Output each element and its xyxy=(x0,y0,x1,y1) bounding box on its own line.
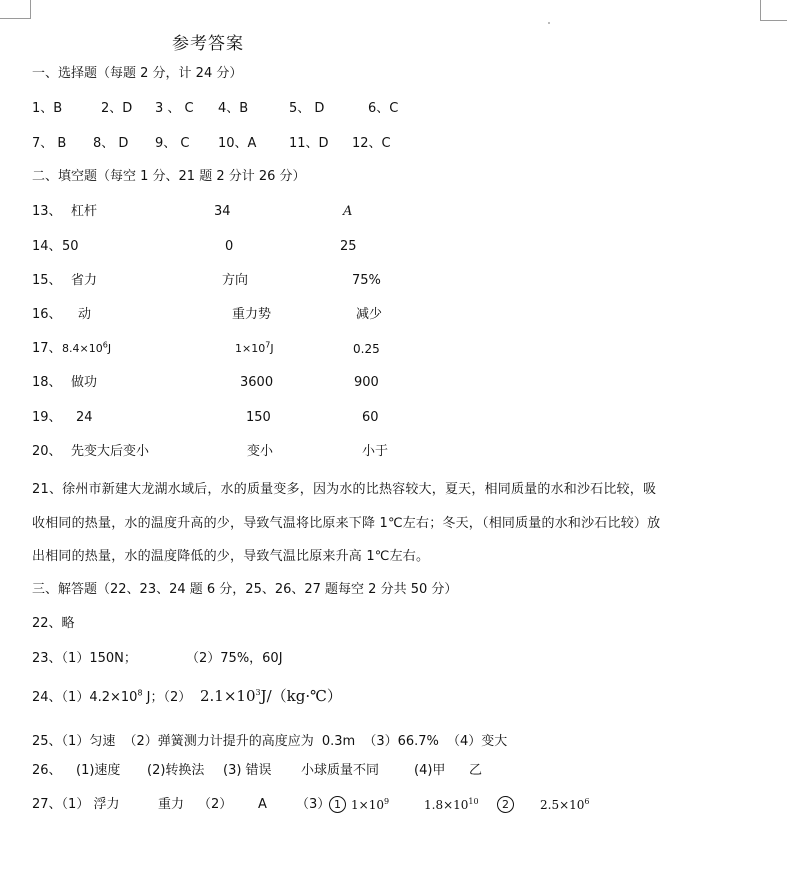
q18-answer-a: 做功 xyxy=(71,375,98,390)
answer-8: 8、 D xyxy=(93,136,129,151)
answer-10: 10、A xyxy=(218,136,257,151)
answer-11: 11、D xyxy=(289,136,329,151)
q21-line-1: 21、徐州市新建大龙湖水域后，水的质量变多，因为水的比热容较大，夏天，相同质量的水和沙石比较，吸 xyxy=(32,482,657,497)
answer-4: 4、B xyxy=(218,101,249,116)
section2-header: 二、填空题（每空 1 分、21 题 2 分计 26 分） xyxy=(32,169,306,184)
q14-answer-b: 0 xyxy=(225,239,234,254)
q17-answer-a: $8.4\times 10^6J$ xyxy=(62,340,112,355)
q24-part-2: $2.1\times 10^3J/(kg\cdot℃)$ xyxy=(200,687,342,705)
q27-part-4: A xyxy=(258,797,267,812)
q19-answer-a: 24 xyxy=(76,410,93,425)
q13-answer-a: 杠杆 xyxy=(71,204,98,219)
q13-answer-c: A xyxy=(343,204,353,219)
page-corner-mark-left xyxy=(0,0,31,19)
q17-answer-b: $1\times 10^7J$ xyxy=(235,340,274,355)
q19-answer-c: 60 xyxy=(362,410,379,425)
q16-answer-c: 减少 xyxy=(356,307,383,322)
answer-3: 3 、 C xyxy=(155,101,194,116)
answer-12: 12、C xyxy=(352,136,391,151)
q27-part-1: 27、（1） 浮力 xyxy=(32,797,120,812)
q20-answer-b: 变小 xyxy=(247,444,274,459)
q19-number: 19、 xyxy=(32,410,62,425)
q15-answer-c: 75% xyxy=(352,273,381,288)
q19-answer-b: 150 xyxy=(246,410,271,425)
q27-circled-two-icon: 2 xyxy=(497,795,514,815)
q27-circled-one-icon: 1 xyxy=(329,795,346,815)
q16-answer-b: 重力势 xyxy=(232,307,272,322)
q26-answer-e: (4)甲 xyxy=(414,763,446,778)
answer-7: 7、 B xyxy=(32,136,67,151)
q22-answer: 22、略 xyxy=(32,616,75,631)
answer-1: 1、B xyxy=(32,101,63,116)
q26-answer-c: (3) 错误 xyxy=(223,763,272,778)
q15-answer-a: 省力 xyxy=(71,273,98,288)
q24-part-1: 24、$(1)4.2\times 10^8$ J；（2） xyxy=(32,688,192,705)
q15-answer-b: 方向 xyxy=(222,273,249,288)
q17-answer-c: 0.25 xyxy=(353,342,380,356)
q26-answer-a: (1)速度 xyxy=(76,763,121,778)
q27-part-3: （2） xyxy=(198,797,233,812)
q20-answer-a: 先变大后变小 xyxy=(71,444,150,459)
q18-answer-c: 900 xyxy=(354,375,379,390)
document-title: 参考答案 xyxy=(172,34,244,54)
section3-header: 三、解答题（22、23、24 题 6 分，25、26、27 题每空 2 分共 50 分） xyxy=(32,582,458,597)
q18-number: 18、 xyxy=(32,375,62,390)
q27-value-3: $2.5\times 10^6$ xyxy=(540,797,590,812)
page-corner-mark-right xyxy=(760,0,787,21)
q27-part-5: （3） xyxy=(296,797,331,812)
q27-value-1: $1\times 10^9$ xyxy=(351,797,390,812)
q26-answer-d: 小球质量不同 xyxy=(301,763,380,778)
page-dot-mark xyxy=(548,22,550,24)
q26-answer-f: 乙 xyxy=(469,763,483,778)
answer-9: 9、 C xyxy=(155,136,190,151)
q14-number: 14、 xyxy=(32,239,62,254)
q15-number: 15、 xyxy=(32,273,62,288)
q21-line-2: 收相同的热量，水的温度升高的少，导致气温将比原来下降 1℃左右；冬天，（相同质量的水和沙石比较）放 xyxy=(32,516,661,531)
q13-answer-b: 34 xyxy=(214,204,231,219)
q18-answer-b: 3600 xyxy=(240,375,274,390)
section1-header: 一、选择题（每题 2 分，计 24 分） xyxy=(32,66,243,81)
q21-line-3: 出相同的热量，水的温度降低的少，导致气温比原来升高 1℃左右。 xyxy=(32,549,430,564)
q27-part-2: 重力 xyxy=(158,797,185,812)
q16-answer-a: 动 xyxy=(78,307,92,322)
q26-answer-b: (2)转换法 xyxy=(147,763,205,778)
q13-number: 13、 xyxy=(32,204,62,219)
q20-number: 20、 xyxy=(32,444,62,459)
q17-number: 17、 xyxy=(32,341,62,356)
q27-value-2: $1.8\times 10^{10}$ xyxy=(424,797,479,812)
answer-6: 6、C xyxy=(368,101,399,116)
answer-2: 2、D xyxy=(101,101,133,116)
q23-part-1: 23、（1）150N； xyxy=(32,651,137,666)
q23-part-2: （2）75%，60J xyxy=(186,651,283,666)
q25-answer: 25、（1）匀速 （2）弹簧测力计提升的高度应为 0.3m （3）66.7% （4）变大 xyxy=(32,734,508,749)
q26-number: 26、 xyxy=(32,763,62,778)
q20-answer-c: 小于 xyxy=(362,444,389,459)
answer-5: 5、 D xyxy=(289,101,325,116)
q14-answer-a: 50 xyxy=(62,239,79,254)
q14-answer-c: 25 xyxy=(340,239,357,254)
q16-number: 16、 xyxy=(32,307,62,322)
